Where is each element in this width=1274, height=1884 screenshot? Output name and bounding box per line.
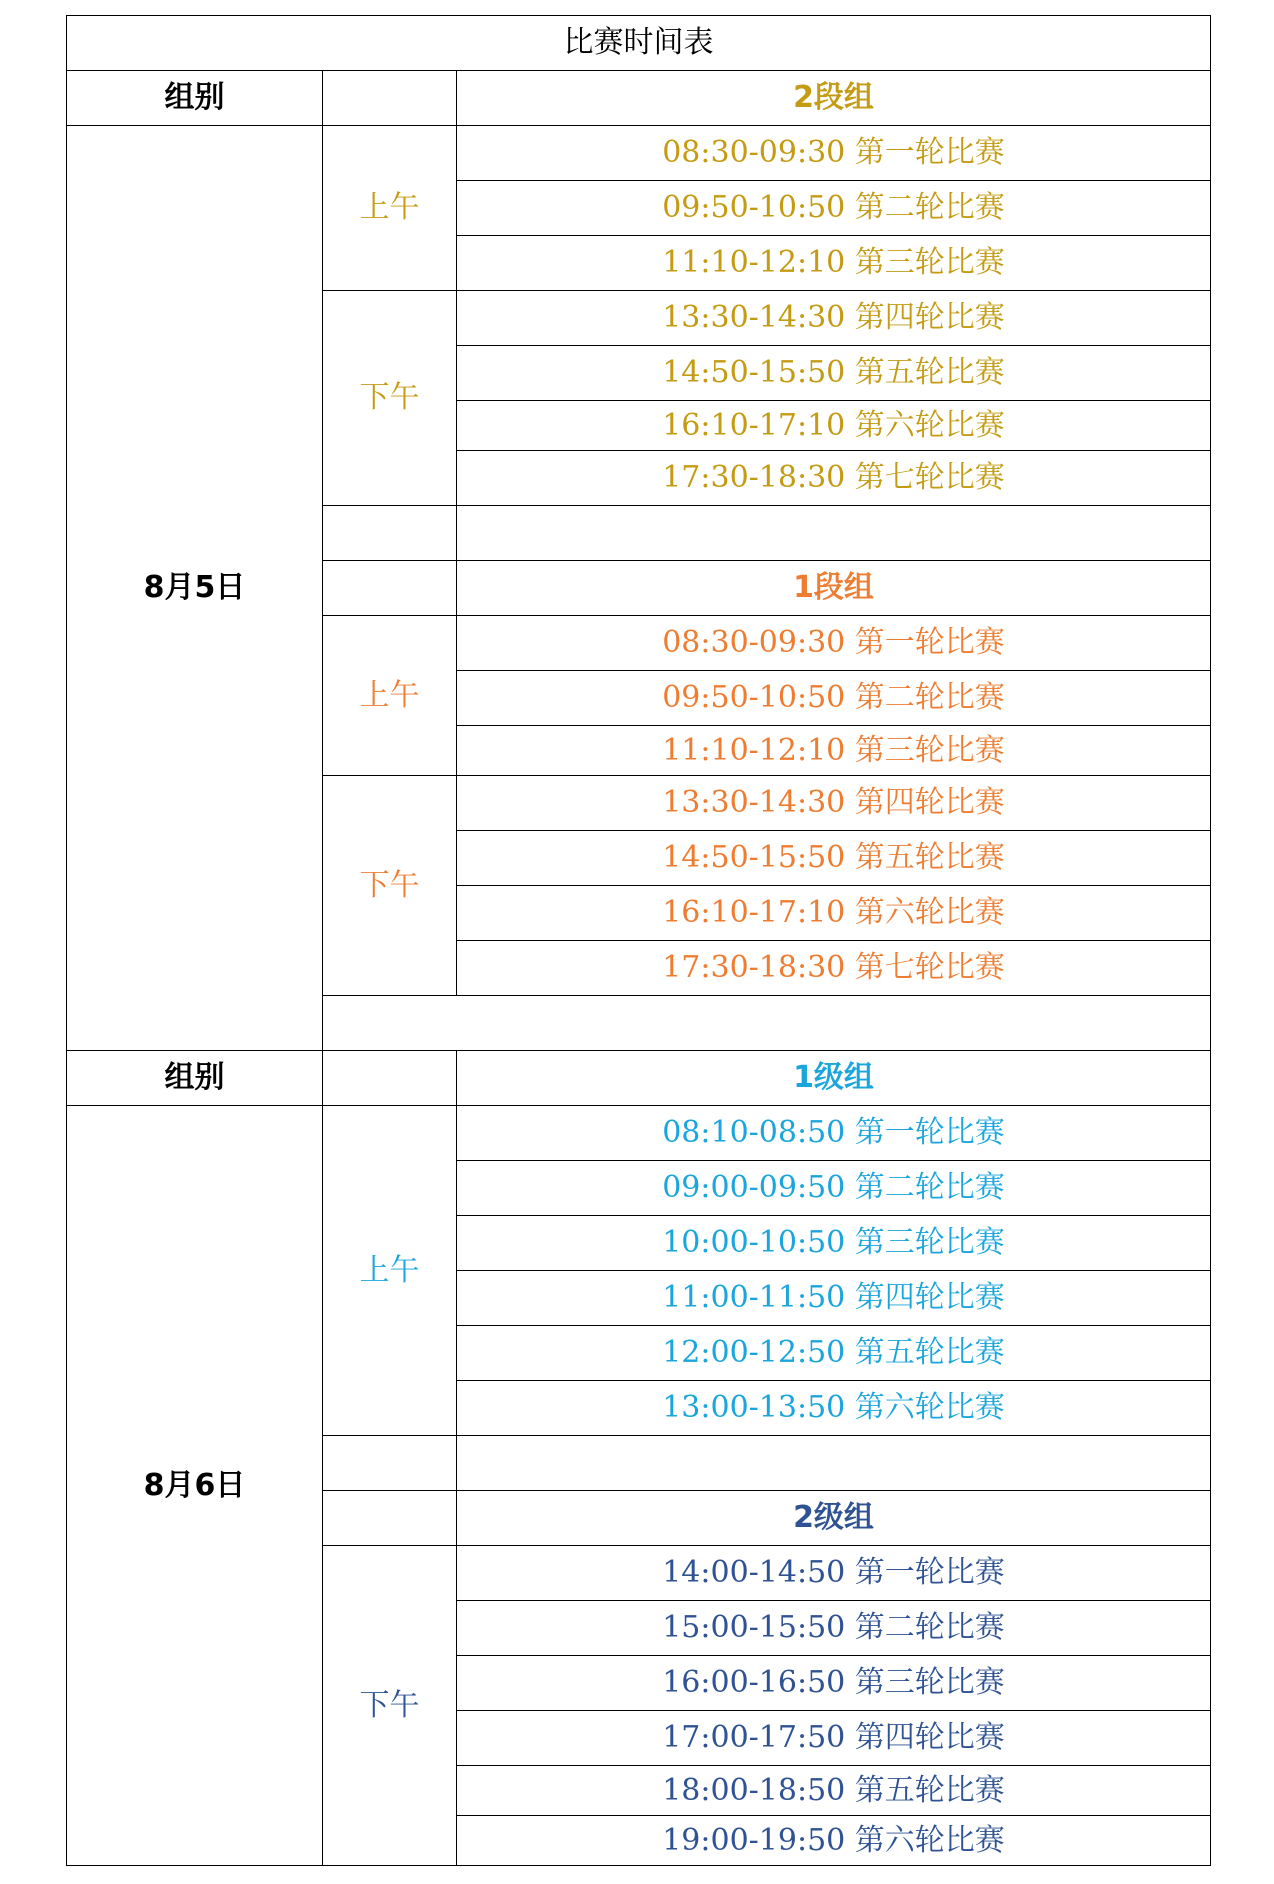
round-cell: 18:00-18:50 第五轮比赛: [457, 1766, 1211, 1816]
round-cell: 09:00-09:50 第二轮比赛: [457, 1161, 1211, 1216]
header-empty-cell: [323, 71, 457, 126]
table-row: [67, 126, 1211, 181]
round-cell: 17:30-18:30 第七轮比赛: [457, 451, 1211, 506]
round-cell: 14:50-15:50 第五轮比赛: [457, 831, 1211, 886]
empty-cell: [323, 561, 457, 616]
round-cell: 11:10-12:10 第三轮比赛: [457, 236, 1211, 291]
afternoon-label: 下午: [323, 291, 457, 506]
round-cell: 14:50-15:50 第五轮比赛: [457, 346, 1211, 401]
empty-cell: [323, 1436, 457, 1491]
group-header-label: 组别: [67, 71, 323, 126]
round-cell: 08:10-08:50 第一轮比赛: [457, 1106, 1211, 1161]
round-cell: 16:10-17:10 第六轮比赛: [457, 401, 1211, 451]
group-header-label: 组别: [67, 1051, 323, 1106]
round-cell: 12:00-12:50 第五轮比赛: [457, 1326, 1211, 1381]
empty-cell: [323, 996, 1211, 1051]
round-cell: 13:30-14:30 第四轮比赛: [457, 776, 1211, 831]
empty-cell: [323, 506, 457, 561]
round-cell: 08:30-09:30 第一轮比赛: [457, 126, 1211, 181]
empty-cell: [457, 1436, 1211, 1491]
title-row: [67, 16, 1211, 71]
empty-cell: [323, 1491, 457, 1546]
round-cell: 17:00-17:50 第四轮比赛: [457, 1711, 1211, 1766]
round-cell: 19:00-19:50 第六轮比赛: [457, 1816, 1211, 1866]
date-cell: 8月5日: [67, 126, 323, 1051]
group-name: 2级组: [457, 1491, 1211, 1546]
header-empty-cell: [323, 1051, 457, 1106]
round-cell: 16:00-16:50 第三轮比赛: [457, 1656, 1211, 1711]
group-name: 1级组: [457, 1051, 1211, 1106]
round-cell: 11:00-11:50 第四轮比赛: [457, 1271, 1211, 1326]
round-cell: 08:30-09:30 第一轮比赛: [457, 616, 1211, 671]
round-cell: 09:50-10:50 第二轮比赛: [457, 671, 1211, 726]
date-cell: 8月6日: [67, 1106, 323, 1866]
group-name: 2段组: [457, 71, 1211, 126]
round-cell: 15:00-15:50 第二轮比赛: [457, 1601, 1211, 1656]
afternoon-label: 下午: [323, 776, 457, 996]
round-cell: 13:00-13:50 第六轮比赛: [457, 1381, 1211, 1436]
round-cell: 13:30-14:30 第四轮比赛: [457, 291, 1211, 346]
morning-label: 上午: [323, 616, 457, 776]
round-cell: 17:30-18:30 第七轮比赛: [457, 941, 1211, 996]
round-cell: 10:00-10:50 第三轮比赛: [457, 1216, 1211, 1271]
afternoon-label: 下午: [323, 1546, 457, 1866]
round-cell: 11:10-12:10 第三轮比赛: [457, 726, 1211, 776]
header-row: [67, 1051, 1211, 1106]
header-row: [67, 71, 1211, 126]
morning-label: 上午: [323, 126, 457, 291]
round-cell: 14:00-14:50 第一轮比赛: [457, 1546, 1211, 1601]
morning-label: 上午: [323, 1106, 457, 1436]
round-cell: 16:10-17:10 第六轮比赛: [457, 886, 1211, 941]
table-row: [67, 1106, 1211, 1161]
group-name: 1段组: [457, 561, 1211, 616]
schedule-table: [66, 15, 1211, 1866]
empty-cell: [457, 506, 1211, 561]
page-title: 比赛时间表: [67, 16, 1211, 71]
round-cell: 09:50-10:50 第二轮比赛: [457, 181, 1211, 236]
